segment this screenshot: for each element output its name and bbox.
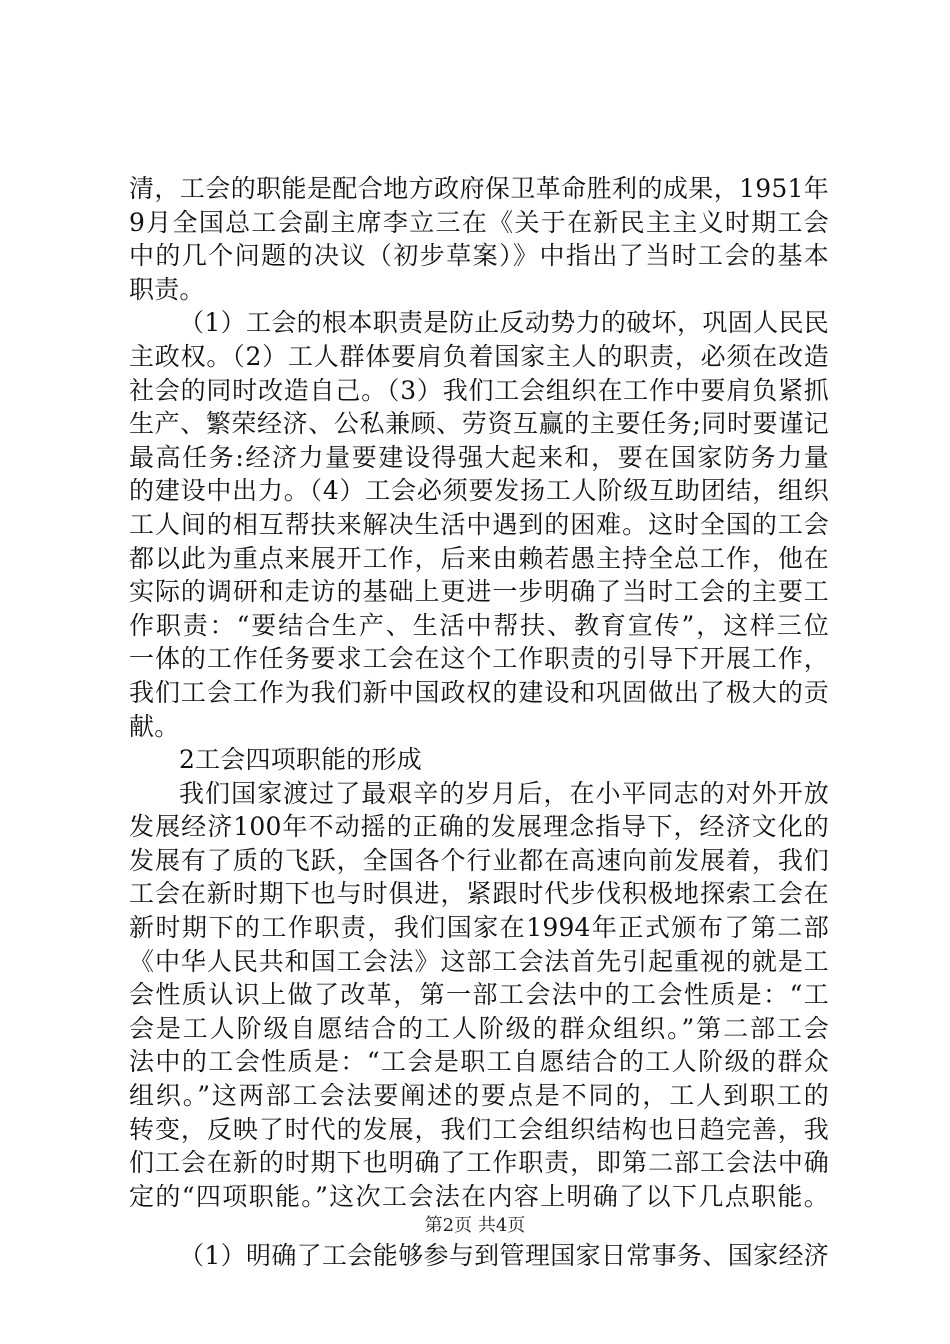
text-line: 社会的同时改造自己。（3）我们工会组织在工作中要肩负紧抓 [129,375,829,405]
text-line: 清，工会的职能是配合地方政府保卫革命胜利的成果，1951年 [129,174,829,203]
document-body [129,172,829,1273]
text-line: 定的“四项职能。”这次工会法在内容上明确了以下几点职能。 [129,1181,829,1211]
text-line: 工会在新时期下也与时俱进，紧跟时代步伐积极地探索工会在 [129,879,829,909]
text-line: 9月全国总工会副主席李立三在《关于在新民主主义时期工会 [129,207,829,237]
text-line: 转变，反映了时代的发展，我们工会组织结构也日趋完善，我 [129,1114,829,1144]
section-heading: 2工会四项职能的形成 [179,745,422,775]
text-line: 法中的工会性质是：“工会是职工自愿结合的工人阶级的群众 [129,1047,829,1077]
text-line: 发展有了质的飞跃，全国各个行业都在高速向前发展着，我们 [129,845,829,875]
text-line: 《中华人民共和国工会法》这部工会法首先引起重视的就是工 [129,946,829,976]
text-line: 会性质认识上做了改革，第一部工会法中的工会性质是：“工 [129,980,829,1010]
paragraph-start-line: （1）明确了工会能够参与到管理国家日常事务、国家经济 [179,1241,829,1271]
text-line: 新时期下的工作职责，我们国家在1994年正式颁布了第二部 [129,913,829,943]
text-line: 最高任务:经济力量要建设得强大起来和，要在国家防务力量 [129,442,829,472]
paragraph-start-line: （1）工会的根本职责是防止反动势力的破坏，巩固人民民 [179,308,829,338]
text-line: 献。 [129,711,180,741]
text-line: 会是工人阶级自愿结合的工人阶级的群众组织。”第二部工会 [129,1013,829,1043]
text-line: 一体的工作任务要求工会在这个工作职责的引导下开展工作， [129,644,829,674]
text-line: 职责。 [129,274,205,304]
paragraph-start-line: 我们国家渡过了最艰辛的岁月后，在小平同志的对外开放 [179,778,829,808]
text-line: 作职责：“要结合生产、生活中帮扶、教育宣传”，这样三位 [129,610,829,640]
text-line: 的建设中出力。（4）工会必须要发扬工人阶级互助团结，组织 [129,476,829,506]
text-line: 实际的调研和走访的基础上更进一步明确了当时工会的主要工 [129,577,829,607]
text-line: 主政权。（2）工人群体要肩负着国家主人的职责，必须在改造 [129,341,829,371]
text-line: 组织。”这两部工会法要阐述的要点是不同的，工人到职工的 [129,1081,829,1111]
text-line: 我们工会工作为我们新中国政权的建设和巩固做出了极大的贡 [129,677,829,707]
text-line: 工人间的相互帮扶来解决生活中遇到的困难。这时全国的工会 [129,509,829,539]
text-line: 中的几个问题的决议（初步草案）》中指出了当时工会的基本 [129,241,829,271]
text-line: 生产、繁荣经济、公私兼顾、劳资互赢的主要任务;同时要谨记 [129,409,829,439]
text-line: 发展经济100年不动摇的正确的发展理念指导下，经济文化的 [129,812,829,842]
text-line: 们工会在新的时期下也明确了工作职责，即第二部工会法中确 [129,1148,829,1178]
page-footer: 第2页 共4页 [424,1215,526,1236]
text-line: 都以此为重点来展开工作，后来由赖若愚主持全总工作，他在 [129,543,829,573]
